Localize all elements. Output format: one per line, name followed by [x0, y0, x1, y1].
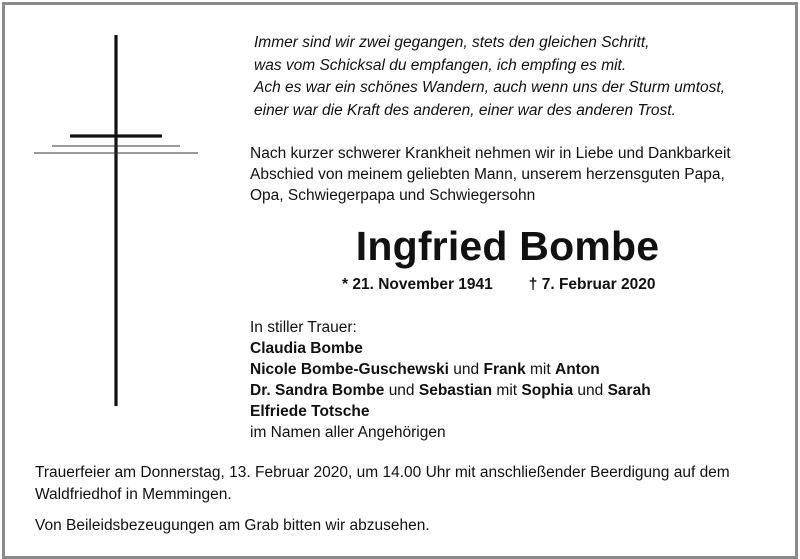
mourner-name: Anton [555, 361, 600, 378]
intro-line: Abschied von meinem geliebten Mann, unserem herzensguten Papa, [250, 166, 725, 183]
mourner-line [250, 380, 790, 401]
intro-line: Opa, Schwiegerpapa und Schwiegersohn [250, 187, 536, 204]
poem-line: was vom Schicksal du empfangen, ich empfing es mit. [254, 56, 627, 74]
intro-text [250, 143, 790, 206]
condolence-note: Von Beileidsbezeugungen am Grab bitten wir abzusehen. [35, 517, 430, 534]
funeral-line: Waldfriedhof in Memmingen. [35, 485, 232, 503]
life-dates [342, 274, 782, 296]
conjunction: mit [530, 361, 551, 378]
poem-line: Ach es war ein schönes Wandern, auch wenn uns der Sturm umtost, [254, 79, 725, 96]
mourner-line [250, 401, 790, 422]
poem-line: Immer sind wir zwei gegangen, stets den gleichen Schritt, [254, 34, 650, 51]
mourner-name: Elfriede Totsche [250, 403, 370, 420]
death-date: † 7. Februar 2020 [528, 276, 656, 293]
conjunction: und [577, 382, 604, 399]
mourner-name: Nicole Bombe-Guschewski [250, 361, 449, 378]
birth-date: * 21. November 1941 [342, 276, 493, 293]
mourners-heading: In stiller Trauer: [250, 319, 357, 336]
mourners-closing: im Namen aller Angehörigen [250, 424, 446, 441]
mourner-name: Dr. Sandra Bombe [250, 382, 385, 399]
funeral-line: Trauerfeier am Donnerstag, 13. Februar 2020, um 14.00 Uhr mit anschließender Beerdigung auf dem [35, 464, 730, 481]
conjunction: und [388, 382, 415, 399]
mourner-name: Sarah [607, 382, 651, 399]
mourner-name: Sebastian [418, 382, 493, 399]
conjunction: und [453, 361, 480, 378]
funeral-info [35, 462, 785, 537]
poem [254, 32, 794, 122]
poem-line: einer war die Kraft des anderen, einer war des anderen Trost. [254, 101, 676, 119]
mourners-list [250, 317, 790, 443]
deceased-name: Ingfried Bombe [355, 223, 660, 269]
mourner-line [250, 338, 790, 359]
mourner-name: Frank [483, 361, 526, 378]
mourner-line [250, 359, 790, 380]
conjunction: mit [496, 382, 518, 399]
mourner-name: Sophia [521, 382, 574, 399]
intro-line: Nach kurzer schwerer Krankheit nehmen wir in Liebe und Dankbarkeit [250, 145, 731, 162]
mourner-name: Claudia Bombe [250, 340, 363, 357]
